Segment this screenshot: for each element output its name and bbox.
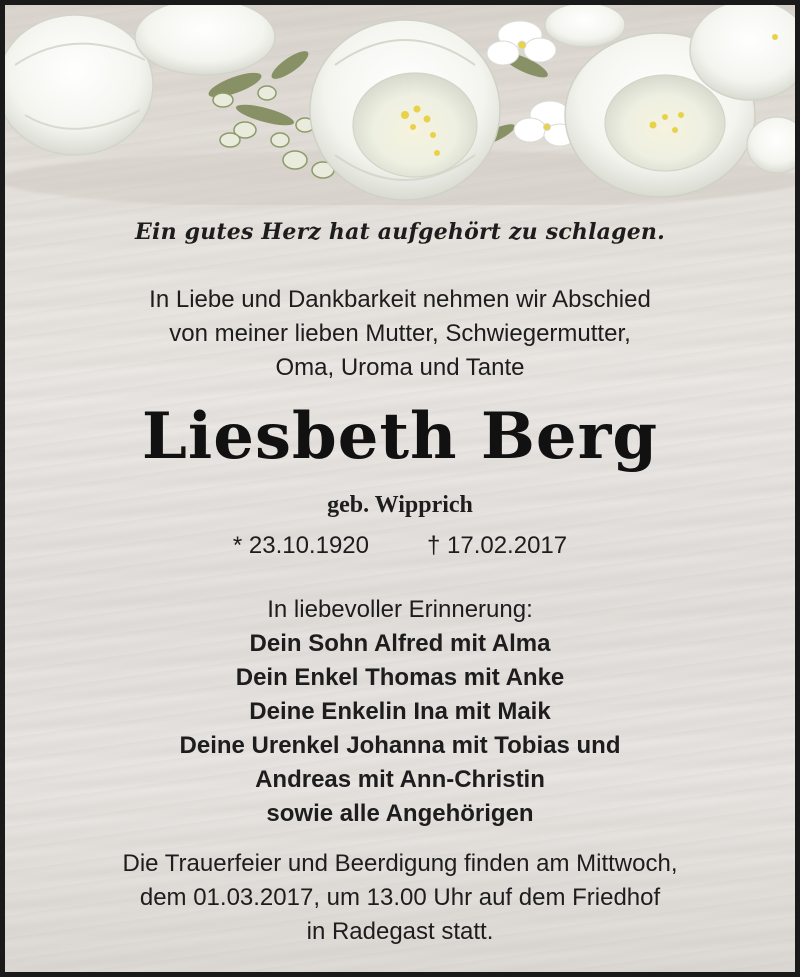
life-dates: [5, 532, 795, 560]
mourner-line: sowie alle Angehörigen: [266, 800, 534, 827]
memory-heading: In liebevoller Erinnerung:: [267, 596, 533, 623]
mourner-line: Dein Sohn Alfred mit Alma: [249, 630, 551, 657]
funeral-line: dem 01.03.2017, um 13.00 Uhr auf dem Friedhof: [139, 884, 661, 911]
intro-line: Oma, Uroma und Tante: [275, 354, 525, 381]
funeral-line: Die Trauerfeier und Beerdigung finden am Mittwoch,: [122, 850, 678, 877]
motto: Ein gutes Herz hat aufgehört zu schlagen.: [135, 219, 665, 245]
mourner-line: Dein Enkel Thomas mit Anke: [235, 664, 565, 691]
white-tulips-icon: [5, 5, 795, 205]
deceased-name: Liesbeth Berg: [141, 399, 659, 474]
mourners-block: [5, 593, 795, 831]
intro-line: von meiner lieben Mutter, Schwiegermutter,: [169, 320, 631, 347]
intro-line: In Liebe und Dankbarkeit nehmen wir Abschied: [149, 286, 651, 313]
birth-name: geb. Wipprich: [327, 492, 473, 518]
mourner-line: Deine Enkelin Ina mit Maik: [249, 698, 551, 725]
intro-text: [5, 283, 795, 385]
birth-date: * 23.10.1920: [232, 532, 369, 559]
death-date: † 17.02.2017: [426, 532, 568, 559]
funeral-info: [5, 847, 795, 949]
mourner-line: Andreas mit Ann-Christin: [255, 766, 545, 793]
funeral-line: in Radegast statt.: [306, 918, 494, 945]
mourner-line: Deine Urenkel Johanna mit Tobias und: [179, 732, 621, 759]
